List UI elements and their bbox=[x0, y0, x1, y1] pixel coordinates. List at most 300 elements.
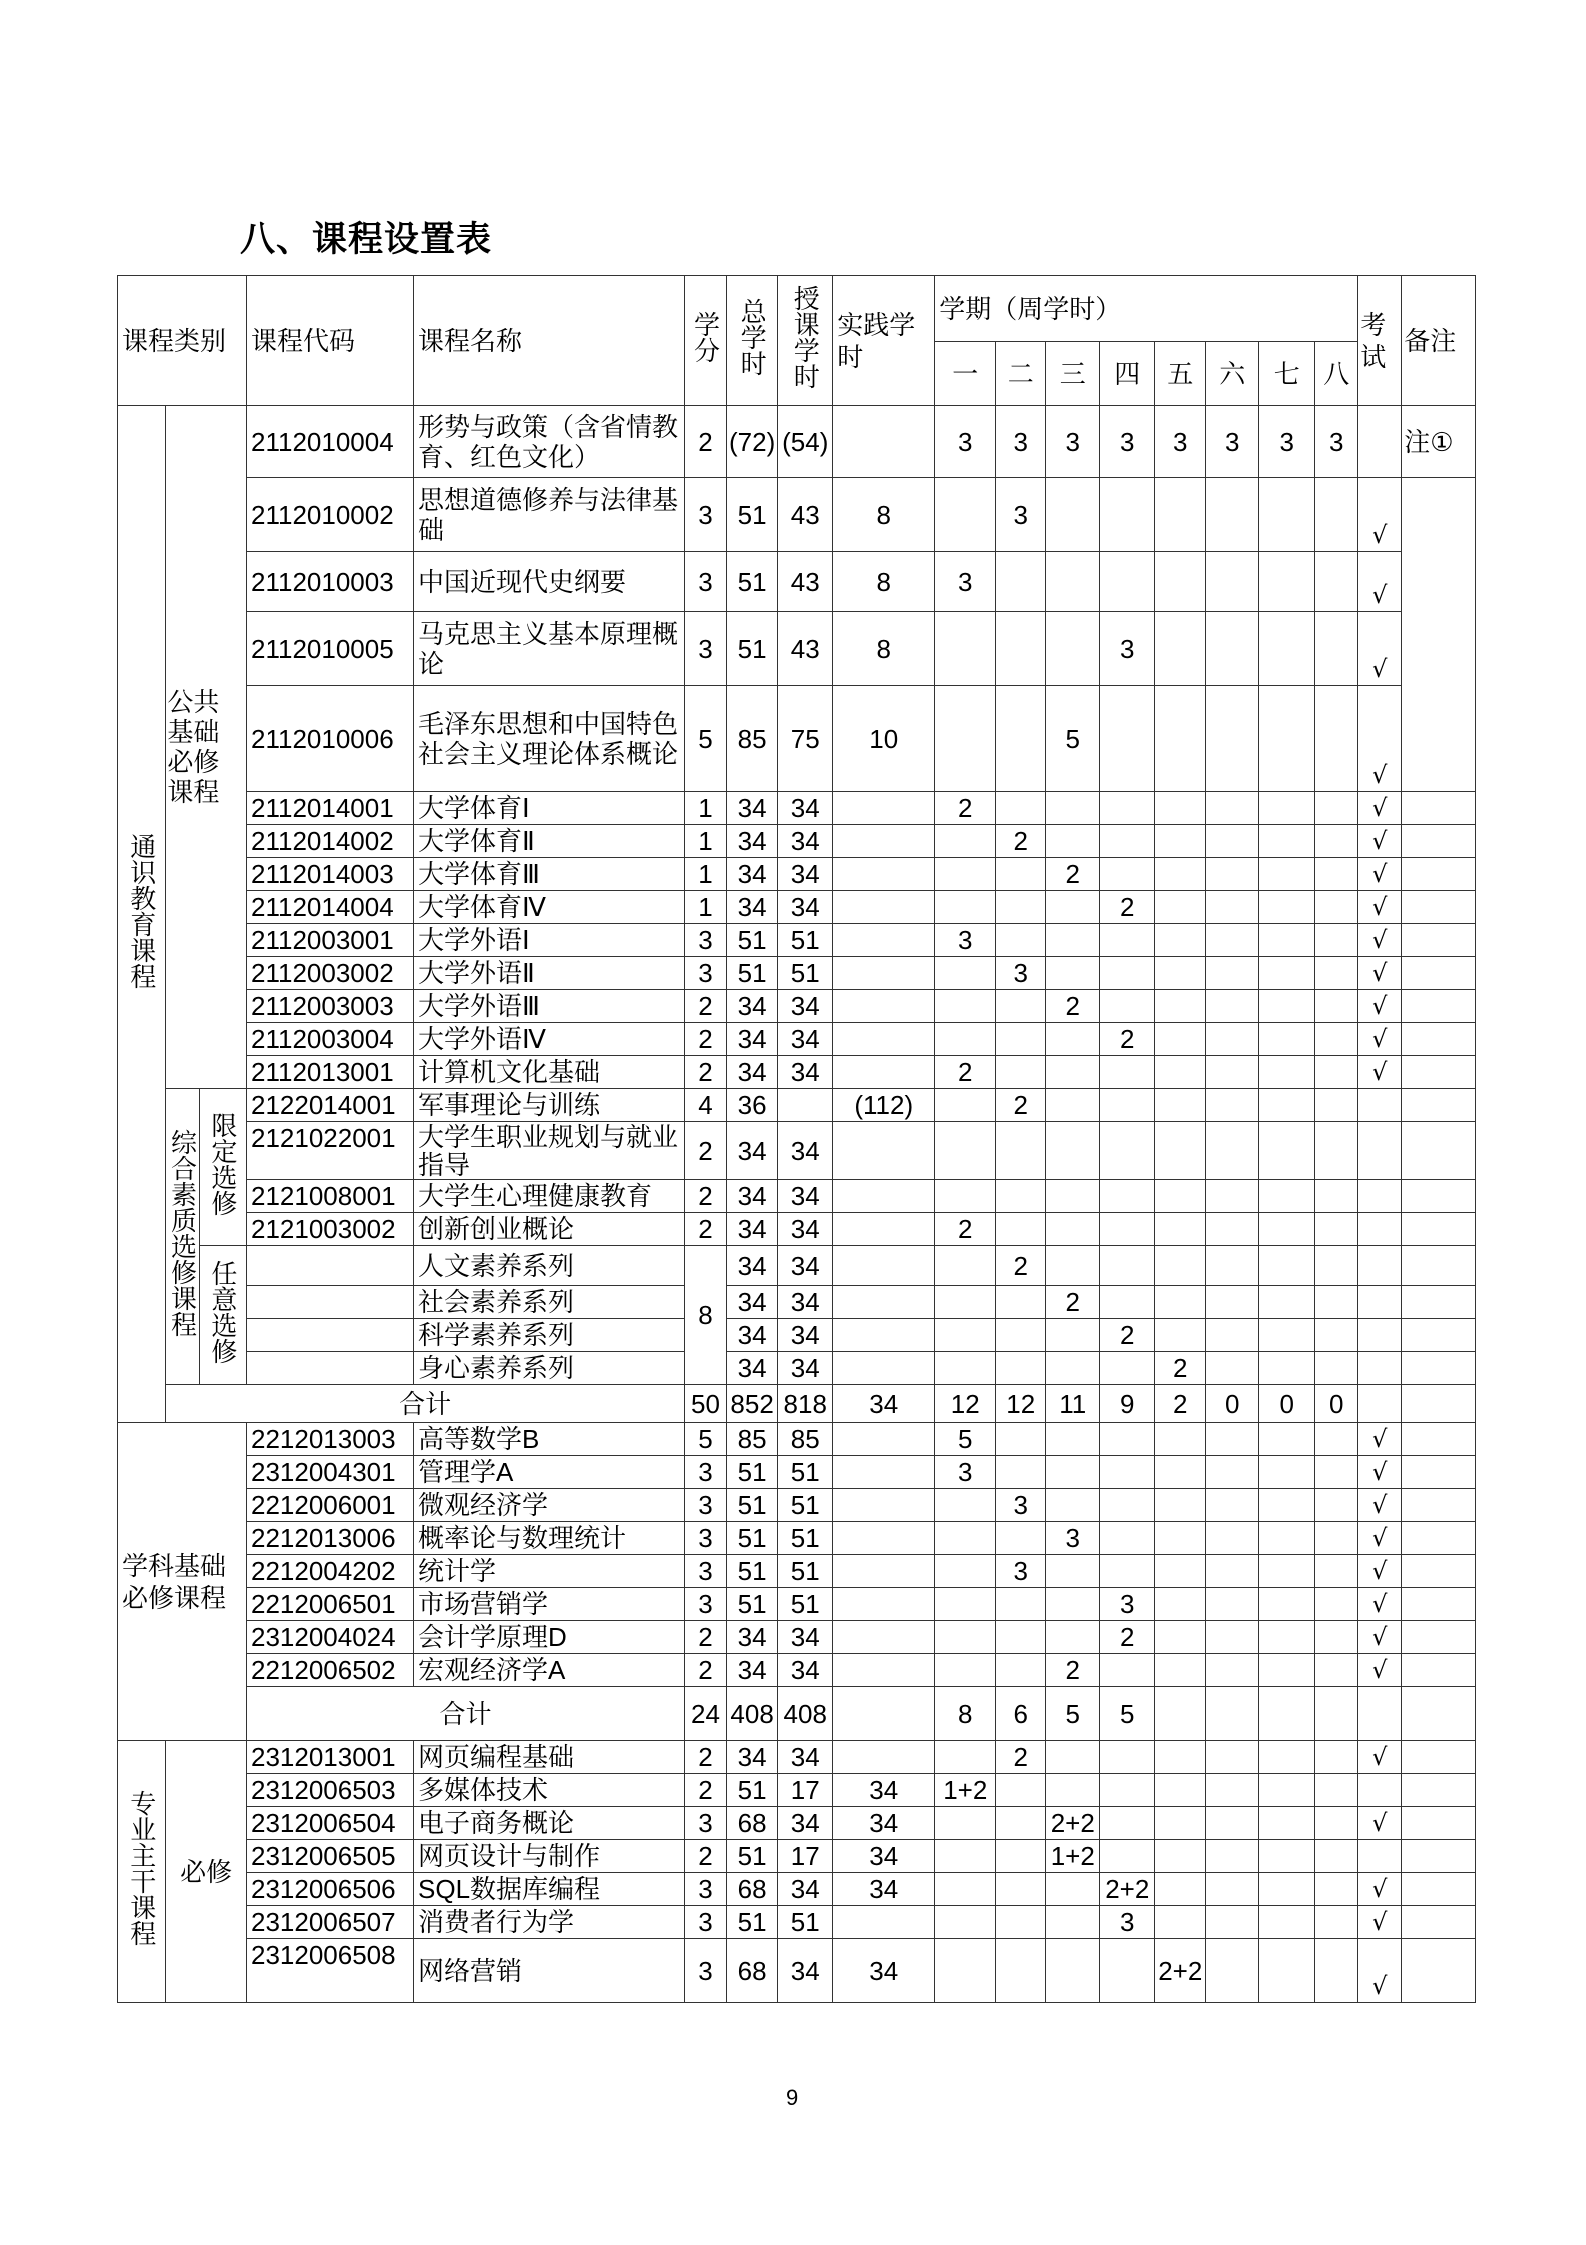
remark-cell bbox=[1402, 1588, 1476, 1621]
semester-1-cell: 3 bbox=[935, 1456, 996, 1489]
semester-4-cell bbox=[1100, 1286, 1155, 1319]
semester-5-cell bbox=[1155, 891, 1206, 924]
semester-2-cell: 3 bbox=[996, 478, 1046, 552]
semester-8-cell bbox=[1315, 1687, 1358, 1741]
semester-3-cell: 2 bbox=[1046, 990, 1100, 1023]
semester-8-cell bbox=[1315, 825, 1358, 858]
course-code: 2212004202 bbox=[247, 1555, 414, 1588]
total-hours-cell: 34 bbox=[727, 1286, 778, 1319]
exam-mark bbox=[1358, 1385, 1402, 1423]
table-row bbox=[118, 1456, 1476, 1489]
lecture-hours-cell: 85 bbox=[778, 1423, 833, 1456]
semester-4-cell bbox=[1100, 1555, 1155, 1588]
practice-hours-cell: 34 bbox=[833, 1840, 935, 1873]
semester-7-cell bbox=[1259, 612, 1315, 686]
practice-hours-cell: 8 bbox=[833, 612, 935, 686]
semester-6-cell bbox=[1206, 1774, 1259, 1807]
table-row bbox=[118, 1906, 1476, 1939]
semester-4-cell: 3 bbox=[1100, 406, 1155, 478]
credit-cell: 2 bbox=[685, 1741, 727, 1774]
semester-7-cell bbox=[1259, 1056, 1315, 1089]
course-name: 大学外语Ⅰ bbox=[414, 924, 685, 957]
credit-cell: 2 bbox=[685, 1840, 727, 1873]
table-row bbox=[118, 1213, 1476, 1246]
semester-1-cell bbox=[935, 1522, 996, 1555]
credit-cell: 3 bbox=[685, 1555, 727, 1588]
lecture-hours-cell: 17 bbox=[778, 1840, 833, 1873]
semester-3-cell: 5 bbox=[1046, 1687, 1100, 1741]
header-semester-8: 八 bbox=[1315, 342, 1358, 406]
semester-8-cell: 3 bbox=[1315, 406, 1358, 478]
semester-1-cell bbox=[935, 957, 996, 990]
practice-hours-cell bbox=[833, 406, 935, 478]
total-hours-cell: 51 bbox=[727, 1456, 778, 1489]
semester-2-cell: 3 bbox=[996, 1555, 1046, 1588]
semester-3-cell: 2+2 bbox=[1046, 1807, 1100, 1840]
semester-1-cell: 2 bbox=[935, 1056, 996, 1089]
semester-6-cell bbox=[1206, 1906, 1259, 1939]
total-hours-cell: 34 bbox=[727, 1741, 778, 1774]
semester-5-cell bbox=[1155, 1687, 1206, 1741]
semester-4-cell bbox=[1100, 1741, 1155, 1774]
semester-3-cell: 3 bbox=[1046, 406, 1100, 478]
semester-6-cell bbox=[1206, 1023, 1259, 1056]
course-code: 2112014004 bbox=[247, 891, 414, 924]
semester-1-cell: 2 bbox=[935, 1213, 996, 1246]
semester-4-cell bbox=[1100, 478, 1155, 552]
semester-7-cell bbox=[1259, 1906, 1315, 1939]
header-semester-2: 二 bbox=[996, 342, 1046, 406]
semester-1-cell bbox=[935, 1246, 996, 1286]
credit-cell: 50 bbox=[685, 1385, 727, 1423]
semester-6-cell bbox=[1206, 1456, 1259, 1489]
table-row bbox=[118, 1807, 1476, 1840]
semester-7-cell bbox=[1259, 1939, 1315, 2003]
group-limited-elective-label: 限定选修 bbox=[207, 1111, 238, 1216]
total-hours-cell: 34 bbox=[727, 1213, 778, 1246]
lecture-hours-cell: 34 bbox=[778, 1122, 833, 1180]
table-row bbox=[118, 1873, 1476, 1906]
semester-5-cell bbox=[1155, 1023, 1206, 1056]
semester-7-cell bbox=[1259, 1180, 1315, 1213]
table-row bbox=[118, 406, 1476, 478]
course-code: 2112010006 bbox=[247, 686, 414, 792]
total-hours-cell: 68 bbox=[727, 1939, 778, 2003]
table-row bbox=[118, 792, 1476, 825]
semester-4-cell bbox=[1100, 1774, 1155, 1807]
semester-6-cell bbox=[1206, 1122, 1259, 1180]
lecture-hours-cell: 75 bbox=[778, 686, 833, 792]
credit-cell: 2 bbox=[685, 1056, 727, 1089]
semester-8-cell bbox=[1315, 1213, 1358, 1246]
semester-2-cell bbox=[996, 1840, 1046, 1873]
remark-cell bbox=[1402, 1122, 1476, 1180]
semester-4-cell: 3 bbox=[1100, 612, 1155, 686]
practice-hours-cell bbox=[833, 825, 935, 858]
semester-6-cell bbox=[1206, 1089, 1259, 1122]
semester-4-cell bbox=[1100, 858, 1155, 891]
practice-hours-cell: 34 bbox=[833, 1385, 935, 1423]
course-code bbox=[247, 1286, 414, 1319]
semester-7-cell bbox=[1259, 1319, 1315, 1352]
lecture-hours-cell bbox=[778, 1089, 833, 1122]
table-row bbox=[118, 1489, 1476, 1522]
semester-5-cell bbox=[1155, 1522, 1206, 1555]
semester-3-cell bbox=[1046, 1555, 1100, 1588]
total-hours-cell: 51 bbox=[727, 1555, 778, 1588]
credit-cell: 3 bbox=[685, 612, 727, 686]
lecture-hours-cell: 34 bbox=[778, 1213, 833, 1246]
semester-1-cell: 5 bbox=[935, 1423, 996, 1456]
table-row bbox=[118, 1319, 1476, 1352]
course-code: 2112014003 bbox=[247, 858, 414, 891]
remark-cell bbox=[1402, 1023, 1476, 1056]
semester-6-cell bbox=[1206, 1246, 1259, 1286]
semester-3-cell bbox=[1046, 1246, 1100, 1286]
total-hours-cell: 85 bbox=[727, 686, 778, 792]
semester-7-cell bbox=[1259, 792, 1315, 825]
credit-cell: 3 bbox=[685, 1939, 727, 2003]
semester-2-cell bbox=[996, 686, 1046, 792]
course-code: 2112003003 bbox=[247, 990, 414, 1023]
semester-8-cell bbox=[1315, 1741, 1358, 1774]
semester-3-cell bbox=[1046, 478, 1100, 552]
header-practice-hours: 实践学时 bbox=[833, 276, 935, 406]
exam-mark: √ bbox=[1358, 1654, 1402, 1687]
semester-2-cell bbox=[996, 1023, 1046, 1056]
exam-mark bbox=[1358, 1840, 1402, 1873]
semester-3-cell bbox=[1046, 891, 1100, 924]
semester-1-cell bbox=[935, 891, 996, 924]
semester-5-cell: 2 bbox=[1155, 1352, 1206, 1385]
semester-5-cell bbox=[1155, 1621, 1206, 1654]
remark-cell bbox=[1402, 1687, 1476, 1741]
remark-cell bbox=[1402, 1840, 1476, 1873]
exam-mark: √ bbox=[1358, 1555, 1402, 1588]
course-code: 2112003004 bbox=[247, 1023, 414, 1056]
semester-8-cell bbox=[1315, 891, 1358, 924]
total-hours-cell: 852 bbox=[727, 1385, 778, 1423]
semester-3-cell bbox=[1046, 792, 1100, 825]
practice-hours-cell bbox=[833, 1180, 935, 1213]
course-code: 2312006503 bbox=[247, 1774, 414, 1807]
course-name: 思想道德修养与法律基础 bbox=[414, 478, 685, 552]
semester-5-cell bbox=[1155, 1122, 1206, 1180]
semester-1-cell bbox=[935, 1588, 996, 1621]
lecture-hours-cell: 51 bbox=[778, 924, 833, 957]
exam-mark bbox=[1358, 1089, 1402, 1122]
semester-1-cell: 3 bbox=[935, 924, 996, 957]
practice-hours-cell: 10 bbox=[833, 686, 935, 792]
practice-hours-cell: 34 bbox=[833, 1939, 935, 2003]
practice-hours-cell bbox=[833, 1522, 935, 1555]
exam-mark bbox=[1358, 1213, 1402, 1246]
lecture-hours-cell: 34 bbox=[778, 1873, 833, 1906]
semester-7-cell bbox=[1259, 1456, 1315, 1489]
practice-hours-cell bbox=[833, 924, 935, 957]
table-row bbox=[118, 1122, 1476, 1180]
practice-hours-cell: 34 bbox=[833, 1774, 935, 1807]
semester-8-cell bbox=[1315, 686, 1358, 792]
lecture-hours-cell: 51 bbox=[778, 1906, 833, 1939]
semester-7-cell bbox=[1259, 1352, 1315, 1385]
header-row-1 bbox=[118, 276, 1476, 342]
course-code: 2112003002 bbox=[247, 957, 414, 990]
semester-7-cell bbox=[1259, 1489, 1315, 1522]
semester-2-cell: 12 bbox=[996, 1385, 1046, 1423]
semester-8-cell bbox=[1315, 1873, 1358, 1906]
semester-8-cell bbox=[1315, 1939, 1358, 2003]
semester-5-cell bbox=[1155, 1774, 1206, 1807]
practice-hours-cell bbox=[833, 1906, 935, 1939]
semester-4-cell: 3 bbox=[1100, 1588, 1155, 1621]
remark-cell bbox=[1402, 1423, 1476, 1456]
credit-cell: 3 bbox=[685, 1489, 727, 1522]
semester-4-cell bbox=[1100, 1056, 1155, 1089]
total-hours-cell: 34 bbox=[727, 891, 778, 924]
semester-5-cell bbox=[1155, 1319, 1206, 1352]
semester-1-cell bbox=[935, 1023, 996, 1056]
course-name: 网络营销 bbox=[414, 1939, 685, 2003]
practice-hours-cell bbox=[833, 1588, 935, 1621]
credit-cell: 3 bbox=[685, 1807, 727, 1840]
group-quality-elective bbox=[166, 1089, 199, 1385]
semester-3-cell: 2 bbox=[1046, 858, 1100, 891]
exam-mark: √ bbox=[1358, 1807, 1402, 1840]
header-semester-4: 四 bbox=[1100, 342, 1155, 406]
course-code: 2122014001 bbox=[247, 1089, 414, 1122]
exam-mark: √ bbox=[1358, 924, 1402, 957]
course-name: 宏观经济学A bbox=[414, 1654, 685, 1687]
semester-1-cell bbox=[935, 1807, 996, 1840]
semester-7-cell bbox=[1259, 957, 1315, 990]
semester-7-cell bbox=[1259, 1246, 1315, 1286]
header-semester-1: 一 bbox=[935, 342, 996, 406]
group-general-label: 通识教育课程 bbox=[126, 832, 157, 989]
semester-6-cell bbox=[1206, 1056, 1259, 1089]
semester-8-cell bbox=[1315, 1456, 1358, 1489]
semester-4-cell bbox=[1100, 792, 1155, 825]
semester-6-cell bbox=[1206, 612, 1259, 686]
practice-hours-cell bbox=[833, 1023, 935, 1056]
exam-mark bbox=[1358, 1774, 1402, 1807]
remark-cell bbox=[1402, 1180, 1476, 1213]
semester-6-cell bbox=[1206, 924, 1259, 957]
remark-cell bbox=[1402, 1807, 1476, 1840]
credit-cell: 3 bbox=[685, 924, 727, 957]
semester-5-cell bbox=[1155, 924, 1206, 957]
total-hours-cell: 51 bbox=[727, 552, 778, 612]
semester-8-cell: 0 bbox=[1315, 1385, 1358, 1423]
remark-cell bbox=[1402, 990, 1476, 1023]
semester-7-cell bbox=[1259, 1423, 1315, 1456]
course-name: 人文素养系列 bbox=[414, 1246, 685, 1286]
semester-8-cell bbox=[1315, 1522, 1358, 1555]
practice-hours-cell bbox=[833, 1654, 935, 1687]
semester-2-cell: 3 bbox=[996, 406, 1046, 478]
semester-1-cell bbox=[935, 686, 996, 792]
group-public-required: 公共基础必修课程 bbox=[166, 406, 247, 1089]
remark-cell bbox=[1402, 1056, 1476, 1089]
credit-cell: 2 bbox=[685, 1774, 727, 1807]
semester-2-cell bbox=[996, 1286, 1046, 1319]
lecture-hours-cell: 51 bbox=[778, 1555, 833, 1588]
semester-7-cell bbox=[1259, 1840, 1315, 1873]
course-name: 大学生职业规划与就业指导 bbox=[414, 1122, 685, 1180]
semester-5-cell bbox=[1155, 1588, 1206, 1621]
semester-5-cell: 3 bbox=[1155, 406, 1206, 478]
credit-cell: 2 bbox=[685, 1023, 727, 1056]
semester-6-cell bbox=[1206, 1654, 1259, 1687]
semester-7-cell bbox=[1259, 1023, 1315, 1056]
table-row bbox=[118, 858, 1476, 891]
subtotal-row bbox=[118, 1385, 1476, 1423]
semester-7-cell bbox=[1259, 1621, 1315, 1654]
semester-4-cell bbox=[1100, 1423, 1155, 1456]
semester-1-cell bbox=[935, 1555, 996, 1588]
credit-cell: 2 bbox=[685, 1621, 727, 1654]
course-name: 电子商务概论 bbox=[414, 1807, 685, 1840]
remark-cell bbox=[1402, 1456, 1476, 1489]
semester-8-cell bbox=[1315, 858, 1358, 891]
semester-4-cell bbox=[1100, 990, 1155, 1023]
total-hours-cell: 36 bbox=[727, 1089, 778, 1122]
semester-2-cell: 2 bbox=[996, 1741, 1046, 1774]
course-code: 2112010003 bbox=[247, 552, 414, 612]
table-row bbox=[118, 1056, 1476, 1089]
exam-mark: √ bbox=[1358, 957, 1402, 990]
semester-8-cell bbox=[1315, 1489, 1358, 1522]
course-code: 2312004024 bbox=[247, 1621, 414, 1654]
table-row bbox=[118, 1023, 1476, 1056]
practice-hours-cell bbox=[833, 1319, 935, 1352]
course-name: 马克思主义基本原理概论 bbox=[414, 612, 685, 686]
semester-1-cell: 3 bbox=[935, 406, 996, 478]
exam-mark bbox=[1358, 1122, 1402, 1180]
lecture-hours-cell: 34 bbox=[778, 825, 833, 858]
semester-1-cell bbox=[935, 1286, 996, 1319]
semester-5-cell: 2 bbox=[1155, 1385, 1206, 1423]
table-row bbox=[118, 891, 1476, 924]
exam-mark: √ bbox=[1358, 1939, 1402, 2003]
course-name: 网页编程基础 bbox=[414, 1741, 685, 1774]
header-semester-3: 三 bbox=[1046, 342, 1100, 406]
group-major-required: 必修 bbox=[166, 1741, 247, 2003]
lecture-hours-cell: 34 bbox=[778, 1246, 833, 1286]
semester-3-cell bbox=[1046, 1180, 1100, 1213]
semester-4-cell bbox=[1100, 1522, 1155, 1555]
semester-4-cell bbox=[1100, 1089, 1155, 1122]
table-row bbox=[118, 552, 1476, 612]
header-name: 课程名称 bbox=[414, 276, 685, 406]
semester-5-cell bbox=[1155, 792, 1206, 825]
lecture-hours-cell: 34 bbox=[778, 1939, 833, 2003]
practice-hours-cell: 8 bbox=[833, 478, 935, 552]
semester-8-cell bbox=[1315, 1246, 1358, 1286]
table-row bbox=[118, 1522, 1476, 1555]
semester-2-cell: 2 bbox=[996, 1246, 1046, 1286]
lecture-hours-cell: 17 bbox=[778, 1774, 833, 1807]
course-code: 2112013001 bbox=[247, 1056, 414, 1089]
semester-2-cell bbox=[996, 1352, 1046, 1385]
semester-3-cell: 5 bbox=[1046, 686, 1100, 792]
remark-cell bbox=[1402, 924, 1476, 957]
lecture-hours-cell: 43 bbox=[778, 478, 833, 552]
remark-cell bbox=[1402, 1774, 1476, 1807]
practice-hours-cell bbox=[833, 1056, 935, 1089]
semester-2-cell bbox=[996, 1180, 1046, 1213]
semester-5-cell bbox=[1155, 552, 1206, 612]
remark-cell bbox=[1402, 1555, 1476, 1588]
semester-5-cell bbox=[1155, 1089, 1206, 1122]
course-name: 科学素养系列 bbox=[414, 1319, 685, 1352]
course-code: 2121003002 bbox=[247, 1213, 414, 1246]
course-name: 概率论与数理统计 bbox=[414, 1522, 685, 1555]
course-code bbox=[247, 1246, 414, 1286]
course-code: 2312006508 bbox=[247, 1939, 414, 2003]
remark-cell bbox=[1402, 1621, 1476, 1654]
lecture-hours-cell: 34 bbox=[778, 1654, 833, 1687]
semester-6-cell bbox=[1206, 552, 1259, 612]
course-name: 中国近现代史纲要 bbox=[414, 552, 685, 612]
course-code: 2212006001 bbox=[247, 1489, 414, 1522]
practice-hours-cell bbox=[833, 891, 935, 924]
table-row bbox=[118, 1089, 1476, 1122]
credit-cell: 2 bbox=[685, 1180, 727, 1213]
semester-2-cell bbox=[996, 1774, 1046, 1807]
credit-cell: 24 bbox=[685, 1687, 727, 1741]
semester-7-cell bbox=[1259, 478, 1315, 552]
semester-8-cell bbox=[1315, 924, 1358, 957]
remark-cell bbox=[1402, 1873, 1476, 1906]
group-general bbox=[118, 406, 166, 1423]
semester-5-cell bbox=[1155, 1213, 1206, 1246]
semester-2-cell bbox=[996, 1873, 1046, 1906]
practice-hours-cell: 34 bbox=[833, 1873, 935, 1906]
total-hours-cell: 34 bbox=[727, 1122, 778, 1180]
exam-mark: √ bbox=[1358, 552, 1402, 612]
semester-2-cell bbox=[996, 1588, 1046, 1621]
course-name: 大学外语Ⅱ bbox=[414, 957, 685, 990]
semester-7-cell bbox=[1259, 1555, 1315, 1588]
semester-6-cell: 3 bbox=[1206, 406, 1259, 478]
credit-cell: 2 bbox=[685, 1122, 727, 1180]
remark-cell bbox=[1402, 1213, 1476, 1246]
page-title: 八、课程设置表 bbox=[240, 220, 493, 260]
course-code: 2212006502 bbox=[247, 1654, 414, 1687]
semester-3-cell bbox=[1046, 1023, 1100, 1056]
remark-cell bbox=[1402, 1522, 1476, 1555]
semester-6-cell bbox=[1206, 891, 1259, 924]
exam-mark bbox=[1358, 1687, 1402, 1741]
semester-7-cell bbox=[1259, 825, 1315, 858]
semester-6-cell: 0 bbox=[1206, 1385, 1259, 1423]
semester-8-cell bbox=[1315, 612, 1358, 686]
table-row bbox=[118, 1774, 1476, 1807]
exam-mark: √ bbox=[1358, 1489, 1402, 1522]
remark-cell bbox=[1402, 1654, 1476, 1687]
semester-6-cell bbox=[1206, 1840, 1259, 1873]
semester-3-cell bbox=[1046, 1122, 1100, 1180]
header-semester-7: 七 bbox=[1259, 342, 1315, 406]
semester-2-cell bbox=[996, 1319, 1046, 1352]
remark-cell bbox=[1402, 1352, 1476, 1385]
exam-mark: √ bbox=[1358, 1621, 1402, 1654]
semester-5-cell bbox=[1155, 478, 1206, 552]
lecture-hours-cell: 34 bbox=[778, 1741, 833, 1774]
remark-cell bbox=[1402, 1939, 1476, 2003]
semester-1-cell bbox=[935, 1621, 996, 1654]
